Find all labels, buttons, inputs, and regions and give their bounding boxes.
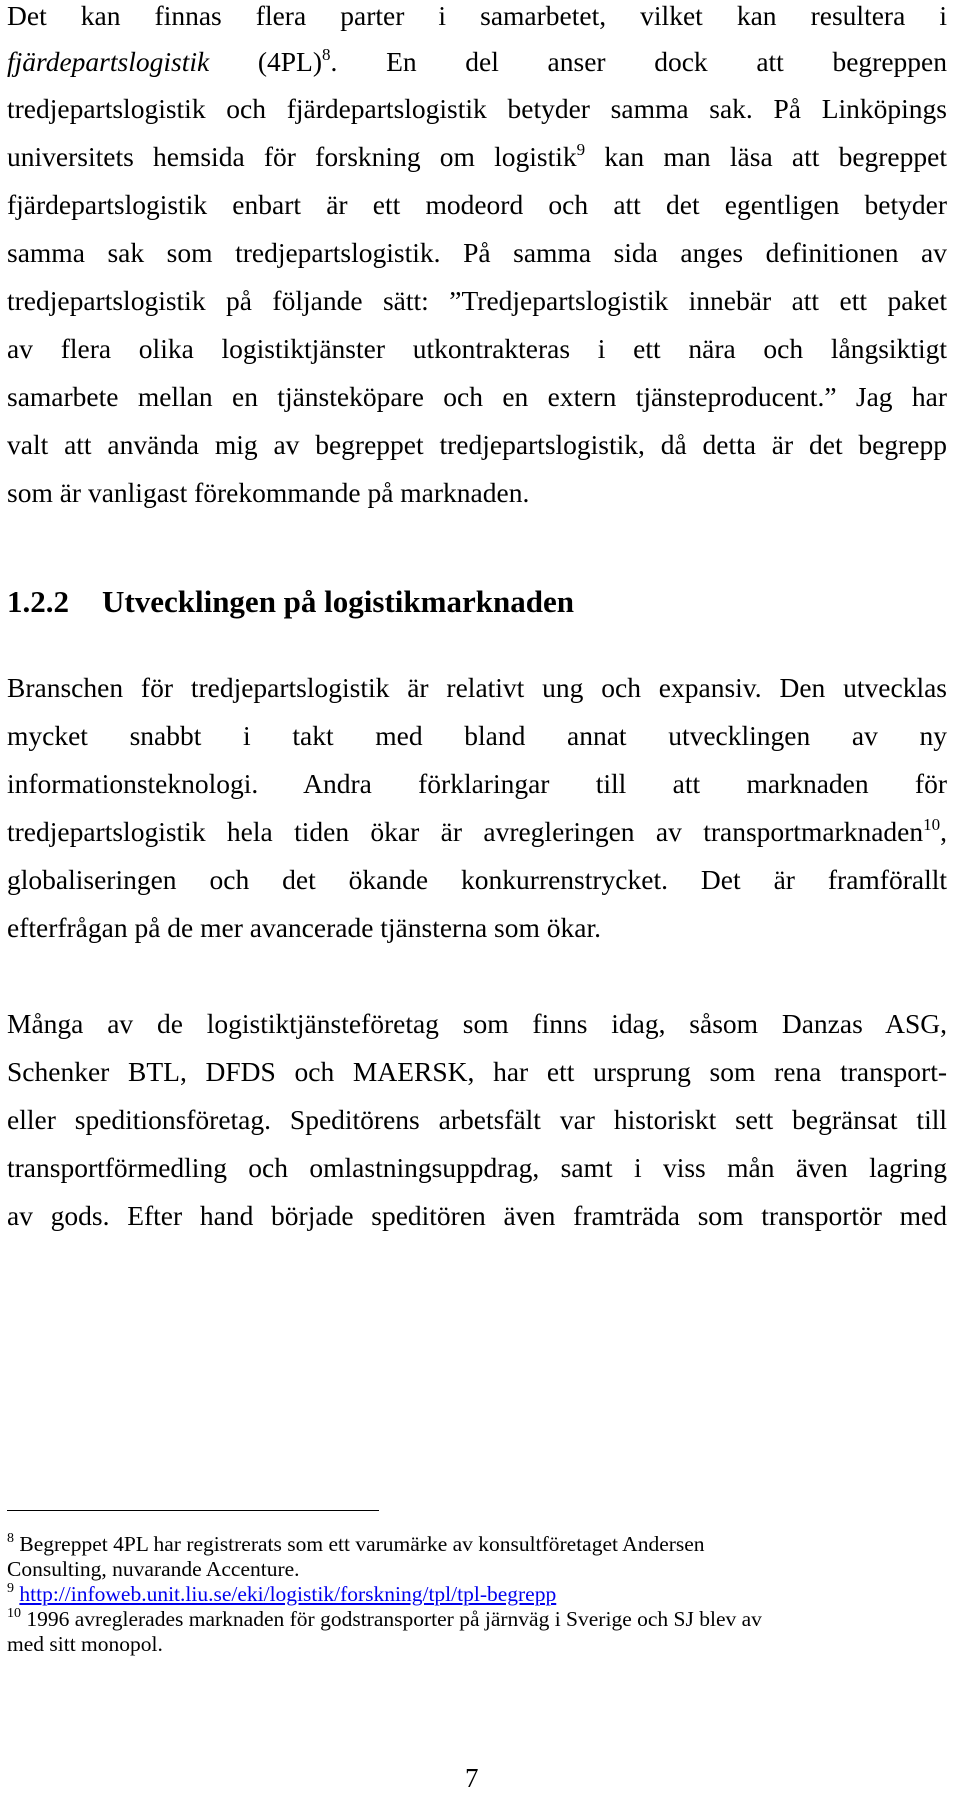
footnote-number: 10 (7, 1606, 21, 1621)
footnote-9 (7, 1581, 556, 1607)
body-text-line: Många av de logistiktjänsteföretag som finns idag, såsom Danzas ASG, (7, 1008, 947, 1039)
body-text-line: tredjepartslogistik hela tiden ökar är avregleringen av transportmarknaden$^{10}$, (7, 815, 947, 847)
footnote-8-continued: Consulting, nuvarande Accenture. (7, 1557, 300, 1581)
body-text-line: av gods. Efter hand började speditören även framträda som transportör med (7, 1200, 947, 1231)
section-heading (7, 584, 574, 620)
body-text-line: efterfrågan på de mer avancerade tjänsterna som ökar. (7, 912, 601, 943)
body-text-line: Branschen för tredjepartslogistik är relativt ung och expansiv. Den utvecklas (7, 672, 947, 703)
body-text-line: tredjepartslogistik på följande sätt: ”Tredjepartslogistik innebär att ett paket (7, 285, 947, 316)
body-text-line: samarbete mellan en tjänsteköpare och en extern tjänsteproducent.” Jag har (7, 381, 947, 412)
body-text-line: universitets hemsida för forskning om logistik$^9$ kan man läsa att begreppet (7, 140, 947, 172)
body-text-line: fjärdepartslogistik $(4PL)^8$. En del anser dock att begreppen (7, 45, 948, 77)
body-text-line: valt att använda mig av begreppet tredjepartslogistik, då detta är det begrepp (7, 429, 947, 460)
italic-term: fjärdepartslogistik (7, 46, 210, 77)
footnote-ref-10[interactable]: 10 (923, 815, 941, 834)
body-text-line: informationsteknologi. Andra förklaringar till att marknaden för (7, 768, 947, 799)
body-text-line: fjärdepartslogistik enbart är ett modeord och att det egentligen betyder (7, 189, 947, 220)
body-text-line: tredjepartslogistik och fjärdepartslogistik betyder samma sak. På Linköpings (7, 93, 947, 124)
footnote-ref-8[interactable]: 8 (322, 45, 331, 64)
footnote-number: 8 (7, 1531, 14, 1546)
body-text-line: globaliseringen och det ökande konkurrenstrycket. Det är framförallt (7, 864, 947, 895)
footnote-ref-9[interactable]: 9 (576, 140, 586, 159)
body-text-line: transportförmedling och omlastningsuppdrag, samt i viss mån även lagring (7, 1152, 947, 1183)
page-number: 7 (465, 1763, 479, 1793)
body-text-line: av flera olika logistiktjänster utkontrakteras i ett nära och långsiktigt (7, 333, 947, 364)
section-title: Utvecklingen på logistikmarknaden (102, 584, 574, 619)
body-text-line: Schenker BTL, DFDS och MAERSK, har ett ursprung som rena transport- (7, 1056, 947, 1087)
footnote-8: $^8$ Begreppet 4PL har registrerats som ett varumärke av konsultföretaget Andersen (7, 1531, 705, 1556)
footnote-10-continued: med sitt monopol. (7, 1632, 163, 1656)
section-number: 1.2.2 (7, 584, 69, 619)
footnote-10: $^{10}$ 1996 avreglerades marknaden för godstransporter på järnväg i Sverige och SJ blev av (7, 1606, 762, 1631)
body-text-line: eller speditionsföretag. Speditörens arbetsfält var historiskt sett begränsat till (7, 1104, 947, 1135)
body-text-line: som är vanligast förekommande på marknaden. (7, 477, 530, 508)
footnote-separator (7, 1510, 379, 1511)
body-text-line: Det kan finnas flera parter i samarbetet, vilket kan resultera i (7, 0, 947, 31)
body-text-line: samma sak som tredjepartslogistik. På samma sida anges definitionen av (7, 237, 947, 268)
footnote-link[interactable]: http://infoweb.unit.liu.se/eki/logistik/forskning/tpl/tpl-begrepp (19, 1582, 557, 1606)
body-text-line: mycket snabbt i takt med bland annat utvecklingen av ny (7, 720, 947, 751)
footnote-number: 9 (7, 1581, 14, 1596)
